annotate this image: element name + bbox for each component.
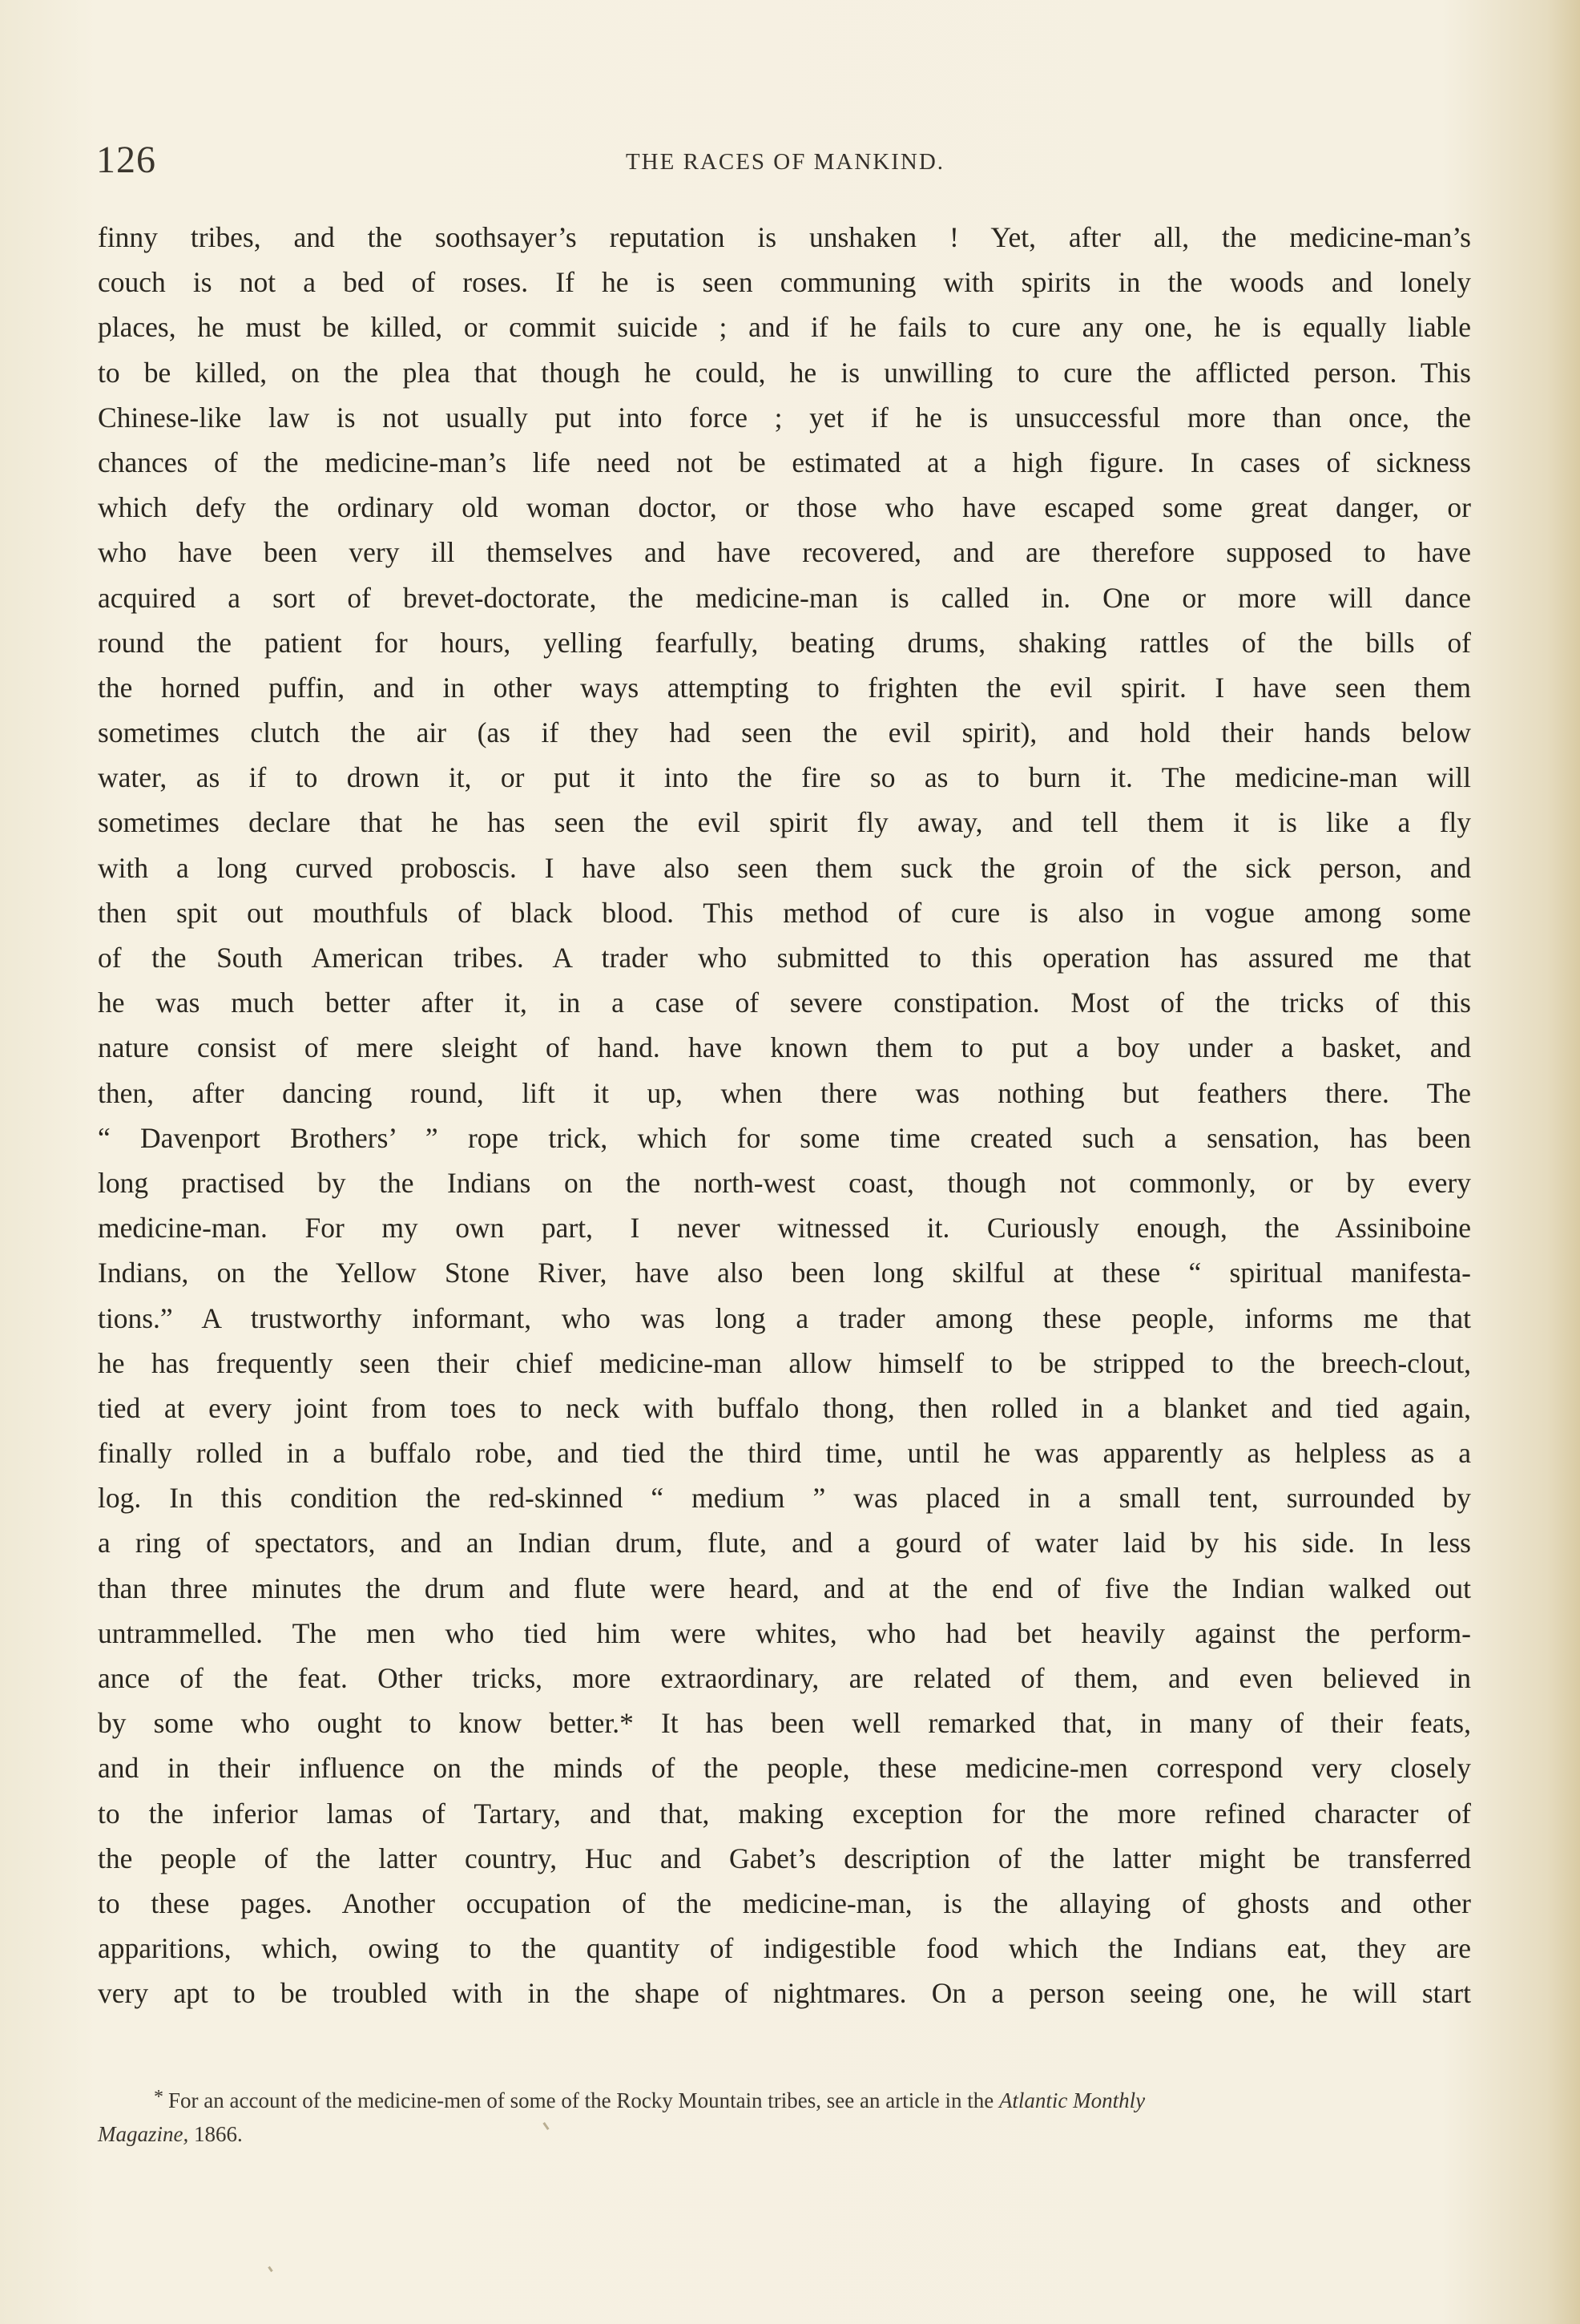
- text-line: Chinese-like law is not usually put into force ; yet if he is unsuccessful more than once, the: [98, 401, 1471, 434]
- footnote-line-2: [98, 2122, 243, 2146]
- footnote-mark: *: [154, 2087, 163, 2108]
- text-line: sometimes declare that he has seen the evil spirit fly away, and tell them it is like a fly: [98, 806, 1471, 839]
- footnote-line-1: [98, 2080, 1471, 2117]
- text-line: untrammelled. The men who tied him were whites, who had bet heavily against the perform-: [98, 1616, 1471, 1649]
- text-line: nature consist of mere sleight of hand. have known them to put a boy under a basket, and: [98, 1031, 1471, 1064]
- page-header: [96, 138, 1474, 186]
- text-line: to be killed, on the plea that though he could, he is unwilling to cure the afflicted person. This: [98, 356, 1471, 389]
- text-line: log. In this condition the red-skinned “ medium ” was placed in a small tent, surrounded by: [98, 1482, 1471, 1515]
- text-line: to these pages. Another occupation of the medicine-man, is the allaying of ghosts and other: [98, 1886, 1471, 1919]
- footnote-text: For an account of the medicine-men of some of the Rocky Mountain tribes, see an article in the: [168, 2088, 994, 2112]
- text-line: tied at every joint from toes to neck with buffalo thong, then rolled in a blanket and tied again,: [98, 1391, 1471, 1424]
- text-line: chances of the medicine-man’s life need not be estimated at a high figure. In cases of sickness: [98, 446, 1471, 478]
- paper-speck: [268, 2266, 272, 2272]
- text-line: ance of the feat. Other tricks, more extraordinary, are related of them, and even believed in: [98, 1662, 1471, 1694]
- text-line: apparitions, which, owing to the quantity of indigestible food which the Indians eat, they are: [98, 1932, 1471, 1965]
- footnote-year: 1866.: [193, 2122, 243, 2146]
- text-line: to the inferior lamas of Tartary, and that, making exception for the more refined character of: [98, 1797, 1471, 1830]
- text-line: then spit out mouthfuls of black blood. This method of cure is also in vogue among some: [98, 896, 1471, 929]
- text-line: finally rolled in a buffalo robe, and tied the third time, until he was apparently as helpless as a: [98, 1437, 1471, 1470]
- text-line: the horned puffin, and in other ways attempting to frighten the evil spirit. I have seen them: [98, 671, 1471, 704]
- text-line: the people of the latter country, Huc and Gabet’s description of the latter might be transferred: [98, 1842, 1471, 1874]
- text-line: sometimes clutch the air (as if they had seen the evil spirit), and hold their hands below: [98, 716, 1471, 749]
- text-line: and in their influence on the minds of the people, these medicine-men correspond very closely: [98, 1752, 1471, 1785]
- text-line: than three minutes the drum and flute were heard, and at the end of five the Indian walked out: [98, 1572, 1471, 1604]
- text-line: Indians, on the Yellow Stone River, have also been long skilful at these “ spiritual manifesta-: [98, 1257, 1471, 1289]
- text-line: couch is not a bed of roses. If he is seen communing with spirits in the woods and lonely: [98, 266, 1471, 299]
- page-number: 126: [96, 139, 156, 181]
- text-line: places, he must be killed, or commit suicide ; and if he fails to cure any one, he is equally liable: [98, 311, 1471, 344]
- text-line: “ Davenport Brothers’ ” rope trick, which for some time created such a sensation, has been: [98, 1121, 1471, 1154]
- text-line: medicine-man. For my own part, I never witnessed it. Curiously enough, the Assiniboine: [98, 1212, 1471, 1245]
- text-line: very apt to be troubled with in the shape of nightmares. On a person seeing one, he will start: [98, 1977, 1471, 2010]
- text-line: round the patient for hours, yelling fearfully, beating drums, shaking rattles of the bills of: [98, 626, 1471, 659]
- text-line: long practised by the Indians on the north-west coast, though not commonly, or by every: [98, 1166, 1471, 1199]
- running-title: THE RACES OF MANKIND.: [625, 149, 945, 175]
- text-line: acquired a sort of brevet-doctorate, the medicine-man is called in. One or more will dance: [98, 581, 1471, 614]
- text-line: which defy the ordinary old woman doctor, or those who have escaped some great danger, or: [98, 491, 1471, 524]
- body-paragraph: [98, 215, 1471, 2016]
- text-line: with a long curved proboscis. I have also seen them suck the groin of the sick person, and: [98, 851, 1471, 884]
- text-line: finny tribes, and the soothsayer’s reputation is unshaken ! Yet, after all, the medicine-man’s: [98, 221, 1471, 253]
- footnote-publication-suffix: Magazine,: [98, 2122, 189, 2146]
- text-line: who have been very ill themselves and have recovered, and are therefore supposed to have: [98, 536, 1471, 569]
- footnote-publication-title: Atlantic Monthly: [998, 2088, 1146, 2112]
- text-line: he was much better after it, in a case of severe constipation. Most of the tricks of this: [98, 986, 1471, 1019]
- footnote: [98, 2080, 1471, 2151]
- text-line: by some who ought to know better.* It has been well remarked that, in many of their feats,: [98, 1707, 1471, 1740]
- text-line: of the South American tribes. A trader who submitted to this operation has assured me that: [98, 942, 1471, 974]
- text-line: water, as if to drown it, or put it into the fire so as to burn it. The medicine-man will: [98, 761, 1471, 794]
- text-line: he has frequently seen their chief medicine-man allow himself to be stripped to the breech-clout,: [98, 1346, 1471, 1379]
- text-line: then, after dancing round, lift it up, when there was nothing but feathers there. The: [98, 1076, 1471, 1109]
- text-line: tions.” A trustworthy informant, who was long a trader among these people, informs me that: [98, 1301, 1471, 1334]
- text-line: a ring of spectators, and an Indian drum, flute, and a gourd of water laid by his side. In less: [98, 1527, 1471, 1559]
